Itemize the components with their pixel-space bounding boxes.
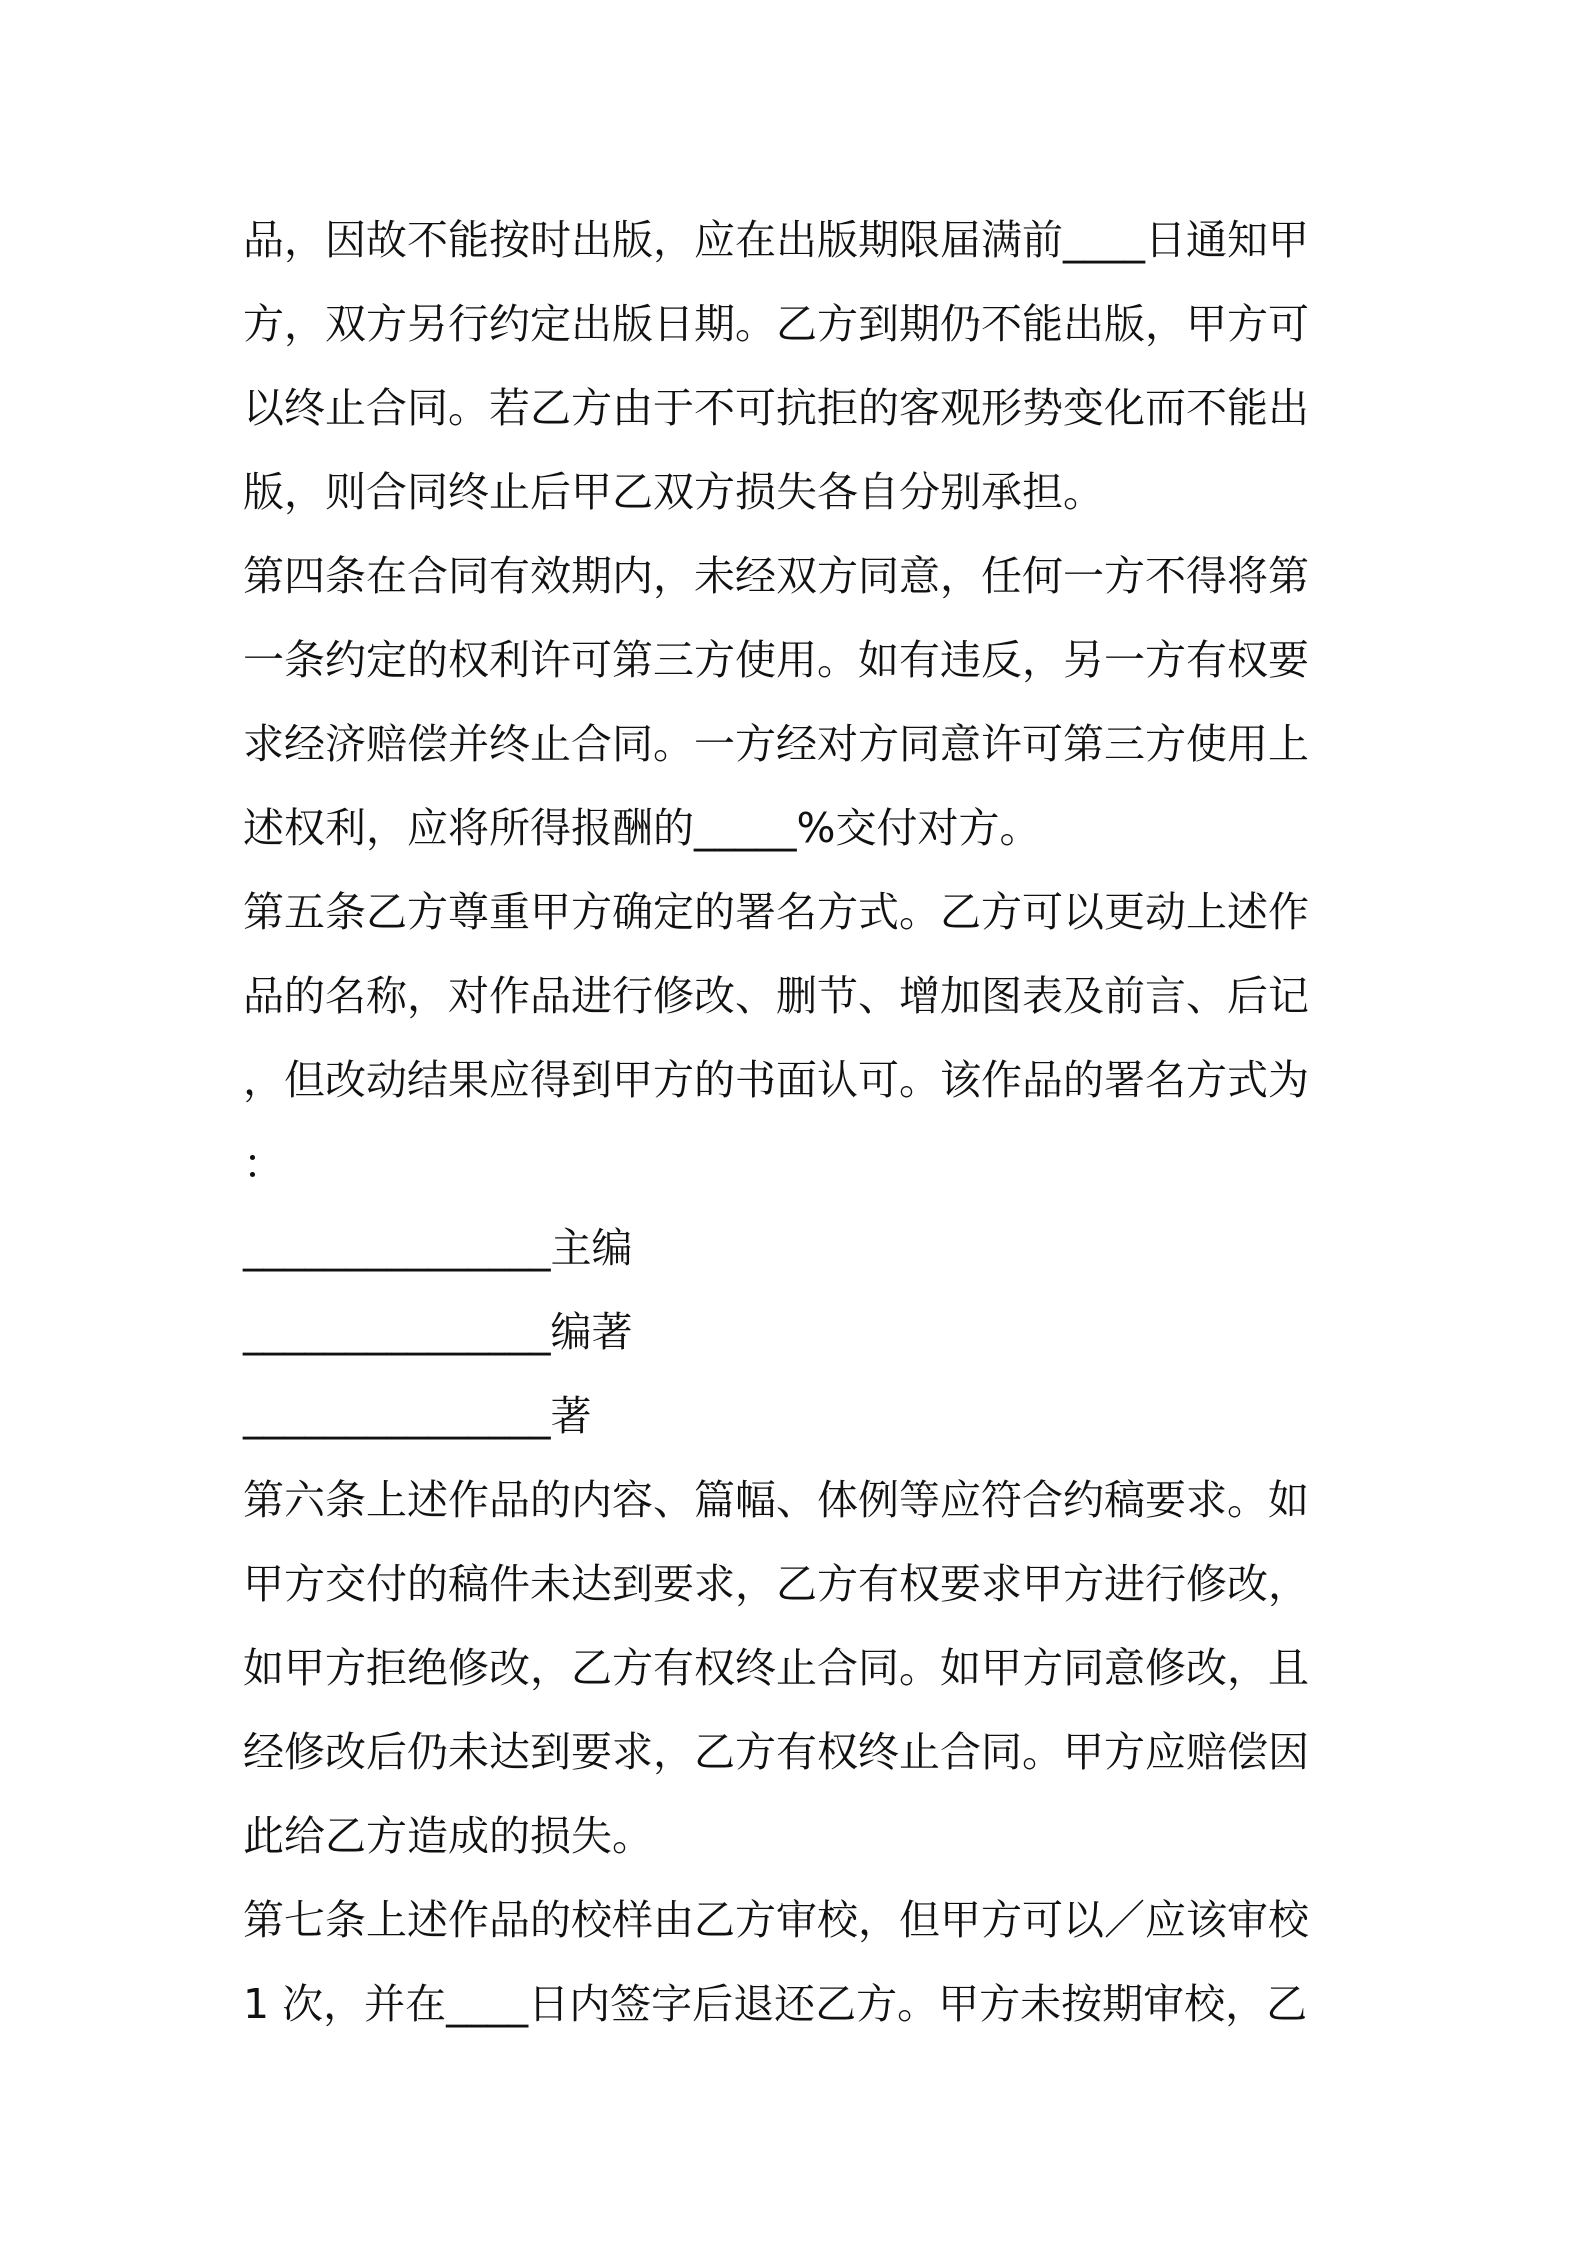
text-line: 品，因故不能按时出版，应在出版期限届满前____日通知甲 [243, 216, 1309, 264]
article-6-line: 第六条上述作品的内容、篇幅、体例等应符合约稿要求。如 [243, 1476, 1309, 1524]
text-line: 如甲方拒绝修改，乙方有权终止合同。如甲方同意修改，且 [243, 1644, 1309, 1692]
text-line: 甲方交付的稿件未达到要求，乙方有权要求甲方进行修改， [243, 1560, 1309, 1608]
text-line: 述权利，应将所得报酬的_____%交付对方。 [243, 804, 1041, 852]
signature-line-chief-editor: _______________主编 [243, 1224, 633, 1272]
article-5-line: 第五条乙方尊重甲方确定的署名方式。乙方可以更动上述作 [243, 888, 1309, 936]
signature-line-compiler: _______________编著 [243, 1308, 633, 1356]
text-line: 1 次，并在____日内签字后退还乙方。甲方未按期审校，乙 [243, 1980, 1308, 2028]
article-7-line: 第七条上述作品的校样由乙方审校，但甲方可以／应该审校 [243, 1896, 1309, 1944]
text-line: ： [243, 1140, 284, 1188]
text-line: 求经济赔偿并终止合同。一方经对方同意许可第三方使用上 [243, 720, 1309, 768]
signature-line-author: _______________著 [243, 1392, 592, 1440]
text-line: ，但改动结果应得到甲方的书面认可。该作品的署名方式为 [243, 1056, 1309, 1104]
text-line: 经修改后仍未达到要求，乙方有权终止合同。甲方应赔偿因 [243, 1728, 1309, 1776]
text-line: 此给乙方造成的损失。 [243, 1812, 653, 1860]
text-line: 以终止合同。若乙方由于不可抗拒的客观形势变化而不能出 [243, 384, 1309, 432]
document-body [243, 198, 1353, 2046]
text-line: 一条约定的权利许可第三方使用。如有违反，另一方有权要 [243, 636, 1309, 684]
text-line: 品的名称，对作品进行修改、删节、增加图表及前言、后记 [243, 972, 1309, 1020]
article-4-line: 第四条在合同有效期内，未经双方同意，任何一方不得将第 [243, 552, 1309, 600]
text-line: 版，则合同终止后甲乙双方损失各自分别承担。 [243, 468, 1104, 516]
text-line: 方，双方另行约定出版日期。乙方到期仍不能出版，甲方可 [243, 300, 1309, 348]
